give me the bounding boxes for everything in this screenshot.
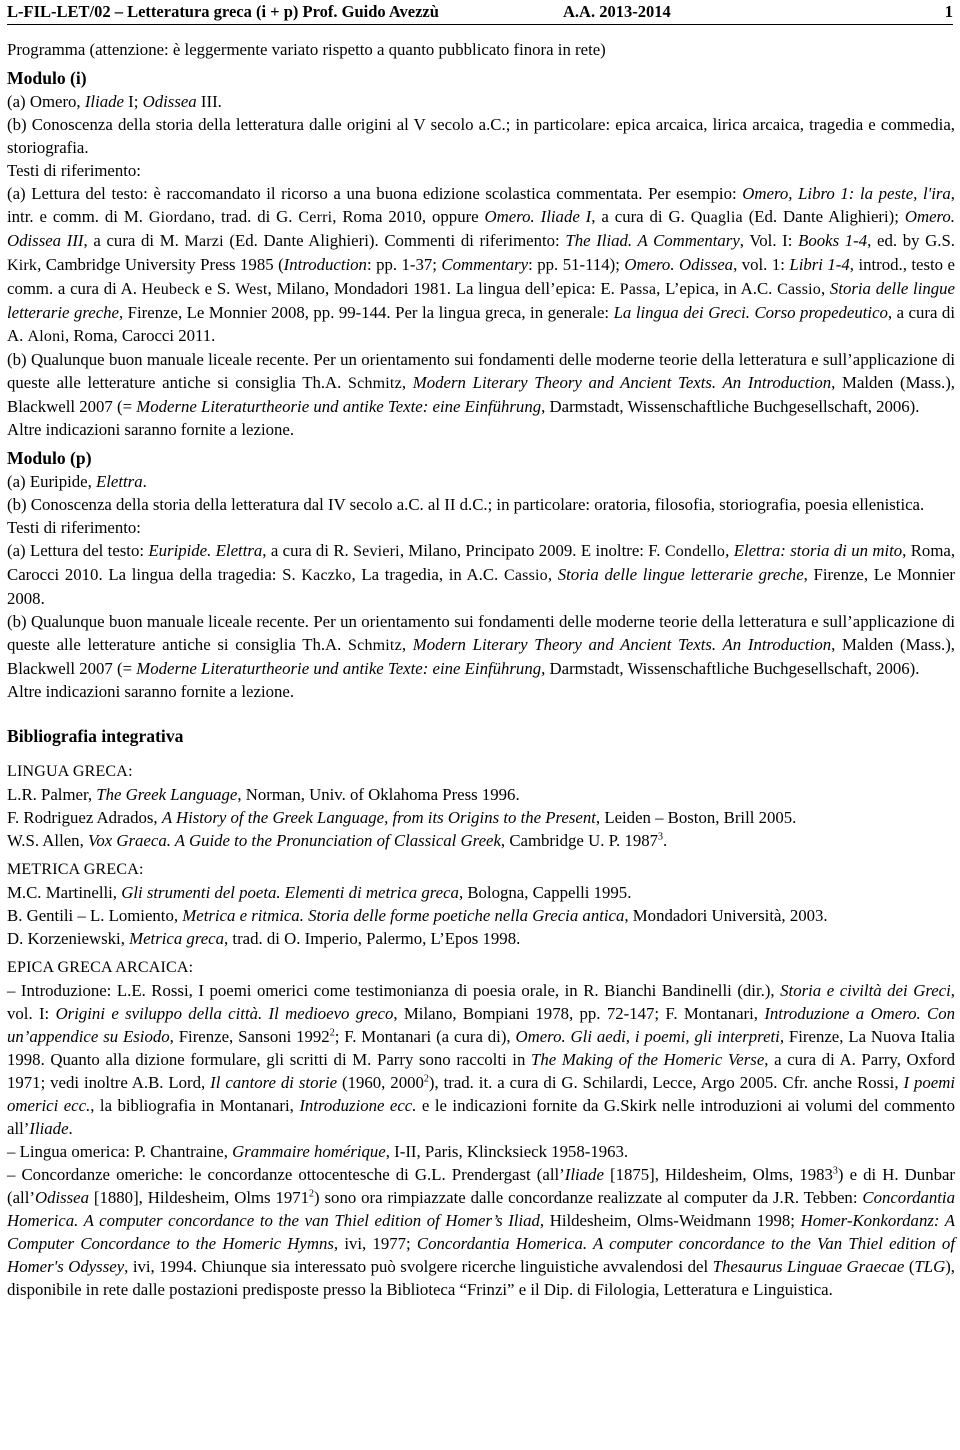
- bibliografia-heading: Bibliografia integrativa: [7, 726, 184, 746]
- page-number: 1: [944, 2, 953, 21]
- epica-concordanze: – Concordanze omeriche: le concordanze ottocentesche di G.L. Prendergast (all’Iliade [1875], Hildesheim, Olms, 1983$^3$) e di H. Dunbar (all’Odissea [1880], Hildesheim, Olms 1971$^2$) sono ora rimpiazzate dalle concordanze realizzate al computer da J.R. Tebben: Concordantia Homerica. A computer concordance to the van Thiel edition of Homer’s Iliad, Hildesheim, Olms-Weidmann 1998; Homer-Konkordanz: A Computer Concordance to the Homeric Hymns, ivi, 1977; Concordantia Homerica. A computer concordance to the Van Thiel edition of Homer's Odyssey, ivi, 1994. Chiunque sia interessato può svolgere ricerche linguistiche avvalendosi del Thesaurus Linguae Graecae (TLG), disponibile in rete dalle postazioni predisposte presso la Biblioteca “Frinzi” e il Dip. di Filologia, Letteratura e Linguistica.: [7, 1165, 956, 1299]
- lingua-greca-heading: LINGUA GRECA:: [7, 763, 133, 780]
- academic-year: A.A. 2013-2014: [563, 2, 671, 21]
- modulo-p-ref-b: (b) Qualunque buon manuale liceale recente. Per un orientamento sui fondamenti delle moderne teorie della letteratura e sull’applicazione di queste alle letterature antiche si consiglia Th.A. Schmitz, Modern Literary Theory and Ancient Texts. An Introduction, Malden (Mass.), Blackwell 2007 (= Moderne Literaturtheorie und antike Texte: eine Einführung, Darmstadt, Wissenschaftliche Buchgesellschaft, 2006).: [7, 612, 955, 678]
- document-body: [7, 38, 955, 1301]
- modulo-p-testi-heading: Testi di riferimento:: [7, 518, 141, 537]
- modulo-i-altre: Altre indicazioni saranno fornite a lezione.: [7, 420, 295, 439]
- modulo-p-b: (b) Conoscenza della storia della letteratura dal IV secolo a.C. al II d.C.; in particolare: oratoria, filosofia, storiografia, poesia ellenistica.: [7, 495, 925, 514]
- bib-entry: L.R. Palmer, The Greek Language, Norman, Univ. of Oklahoma Press 1996.: [7, 785, 520, 804]
- modulo-i-testi-heading: Testi di riferimento:: [7, 161, 141, 180]
- bib-entry: D. Korzeniewski, Metrica greca, trad. di O. Imperio, Palermo, L’Epos 1998.: [7, 929, 521, 948]
- bib-entry: W.S. Allen, Vox Graeca. A Guide to the Pronunciation of Classical Greek, Cambridge U. P. 1987$^3$.: [7, 831, 668, 850]
- modulo-i-ref-b: (b) Qualunque buon manuale liceale recente. Per un orientamento sui fondamenti delle moderne teorie della letteratura e sull’applicazione di queste alle letterature antiche si consiglia Th.A. Schmitz, Modern Literary Theory and Ancient Texts. An Introduction, Malden (Mass.), Blackwell 2007 (= Moderne Literaturtheorie und antike Texte: eine Einführung, Darmstadt, Wissenschaftliche Buchgesellschaft, 2006).: [7, 350, 955, 416]
- modulo-i-ref-a: (a) Lettura del testo: è raccomandato il ricorso a una buona edizione scolastica commentata. Per esempio: Omero, Libro 1: la peste, l'ira, intr. e comm. di M. Giordano, trad. di G. Cerri, Roma 2010, oppure Omero. Iliade I, a cura di G. Quaglia (Ed. Dante Alighieri); Omero. Odissea III, a cura di M. Marzi (Ed. Dante Alighieri). Commenti di riferimento: The Iliad. A Commentary, Vol. I: Books 1-4, ed. by G.S. Kirk, Cambridge University Press 1985 (Introduction: pp. 1-37; Commentary: pp. 51-114); Omero. Odissea, vol. 1: Libri 1-4, introd., testo e comm. a cura di A. Heubeck e S. West, Milano, Mondadori 1981. La lingua dell’epica: E. Passa, L’epica, in A.C. Cassio, Storia delle lingue letterarie greche, Firenze, Le Monnier 2008, pp. 99-144. Per la lingua greca, in generale: La lingua dei Greci. Corso propedeutico, a cura di A. Aloni, Roma, Carocci 2011.: [7, 184, 956, 345]
- metrica-greca-heading: METRICA GRECA:: [7, 861, 144, 878]
- programme-note: Programma (attenzione: è leggermente variato rispetto a quanto pubblicato finora in rete): [7, 40, 606, 59]
- epica-greca-heading: EPICA GRECA ARCAICA:: [7, 959, 194, 976]
- page-header: [7, 0, 953, 25]
- modulo-p-ref-a: (a) Lettura del testo: Euripide. Elettra, a cura di R. Sevieri, Milano, Principato 2009. E inoltre: F. Condello, Elettra: storia di un mito, Roma, Carocci 2010. La lingua della tragedia: S. Kaczko, La tragedia, in A.C. Cassio, Storia delle lingue letterarie greche, Firenze, Le Monnier 2008.: [7, 541, 956, 608]
- modulo-p-heading: Modulo (p): [7, 448, 92, 468]
- modulo-p-altre: Altre indicazioni saranno fornite a lezione.: [7, 682, 295, 701]
- bib-entry: B. Gentili – L. Lomiento, Metrica e ritmica. Storia delle forme poetiche nella Grecia antica, Mondadori Università, 2003.: [7, 906, 828, 925]
- epica-lingua-omerica: – Lingua omerica: P. Chantraine, Grammaire homérique, I-II, Paris, Klincksieck 1958-1963.: [7, 1142, 629, 1161]
- course-title: L-FIL-LET/02 – Letteratura greca (i + p) Prof. Guido Avezzù: [7, 2, 439, 21]
- epica-introduzione: – Introduzione: L.E. Rossi, I poemi omerici come testimonianza di poesia orale, in R. Bianchi Bandinelli (dir.), Storia e civiltà dei Greci, vol. I: Origini e sviluppo della città. Il medioevo greco, Milano, Bompiani 1978, pp. 72-147; F. Montanari, Introduzione a Omero. Con un’appendice su Esiodo, Firenze, Sansoni 1992$^2$; F. Montanari (a cura di), Omero. Gli aedi, i poemi, gli interpreti, Firenze, La Nuova Italia 1998. Quanto alla dizione formulare, gli scritti di M. Parry sono raccolti in The Making of the Homeric Verse, a cura di A. Parry, Oxford 1971; vedi inoltre A.B. Lord, Il cantore di storie (1960, 2000$^2$), trad. it. a cura di G. Schilardi, Lecce, Argo 2005. Cfr. anche Rossi, I poemi omerici ecc., la bibliografia in Montanari, Introduzione ecc. e le indicazioni fornite da G.Skirk nelle introduzioni ai volumi del commento all’Iliade.: [7, 981, 956, 1138]
- bib-entry: F. Rodriguez Adrados, A History of the Greek Language, from its Origins to the Present, Leiden – Boston, Brill 2005.: [7, 808, 797, 827]
- modulo-i-a: (a) Omero, Iliade I; Odissea III.: [7, 92, 222, 111]
- modulo-i-heading: Modulo (i): [7, 68, 87, 88]
- bib-entry: M.C. Martinelli, Gli strumenti del poeta. Elementi di metrica greca, Bologna, Cappelli 1995.: [7, 883, 632, 902]
- modulo-i-b: (b) Conoscenza della storia della letteratura dalle origini al V secolo a.C.; in particolare: epica arcaica, lirica arcaica, tragedia e commedia, storiografia.: [7, 115, 955, 157]
- modulo-p-a: (a) Euripide, Elettra.: [7, 472, 147, 491]
